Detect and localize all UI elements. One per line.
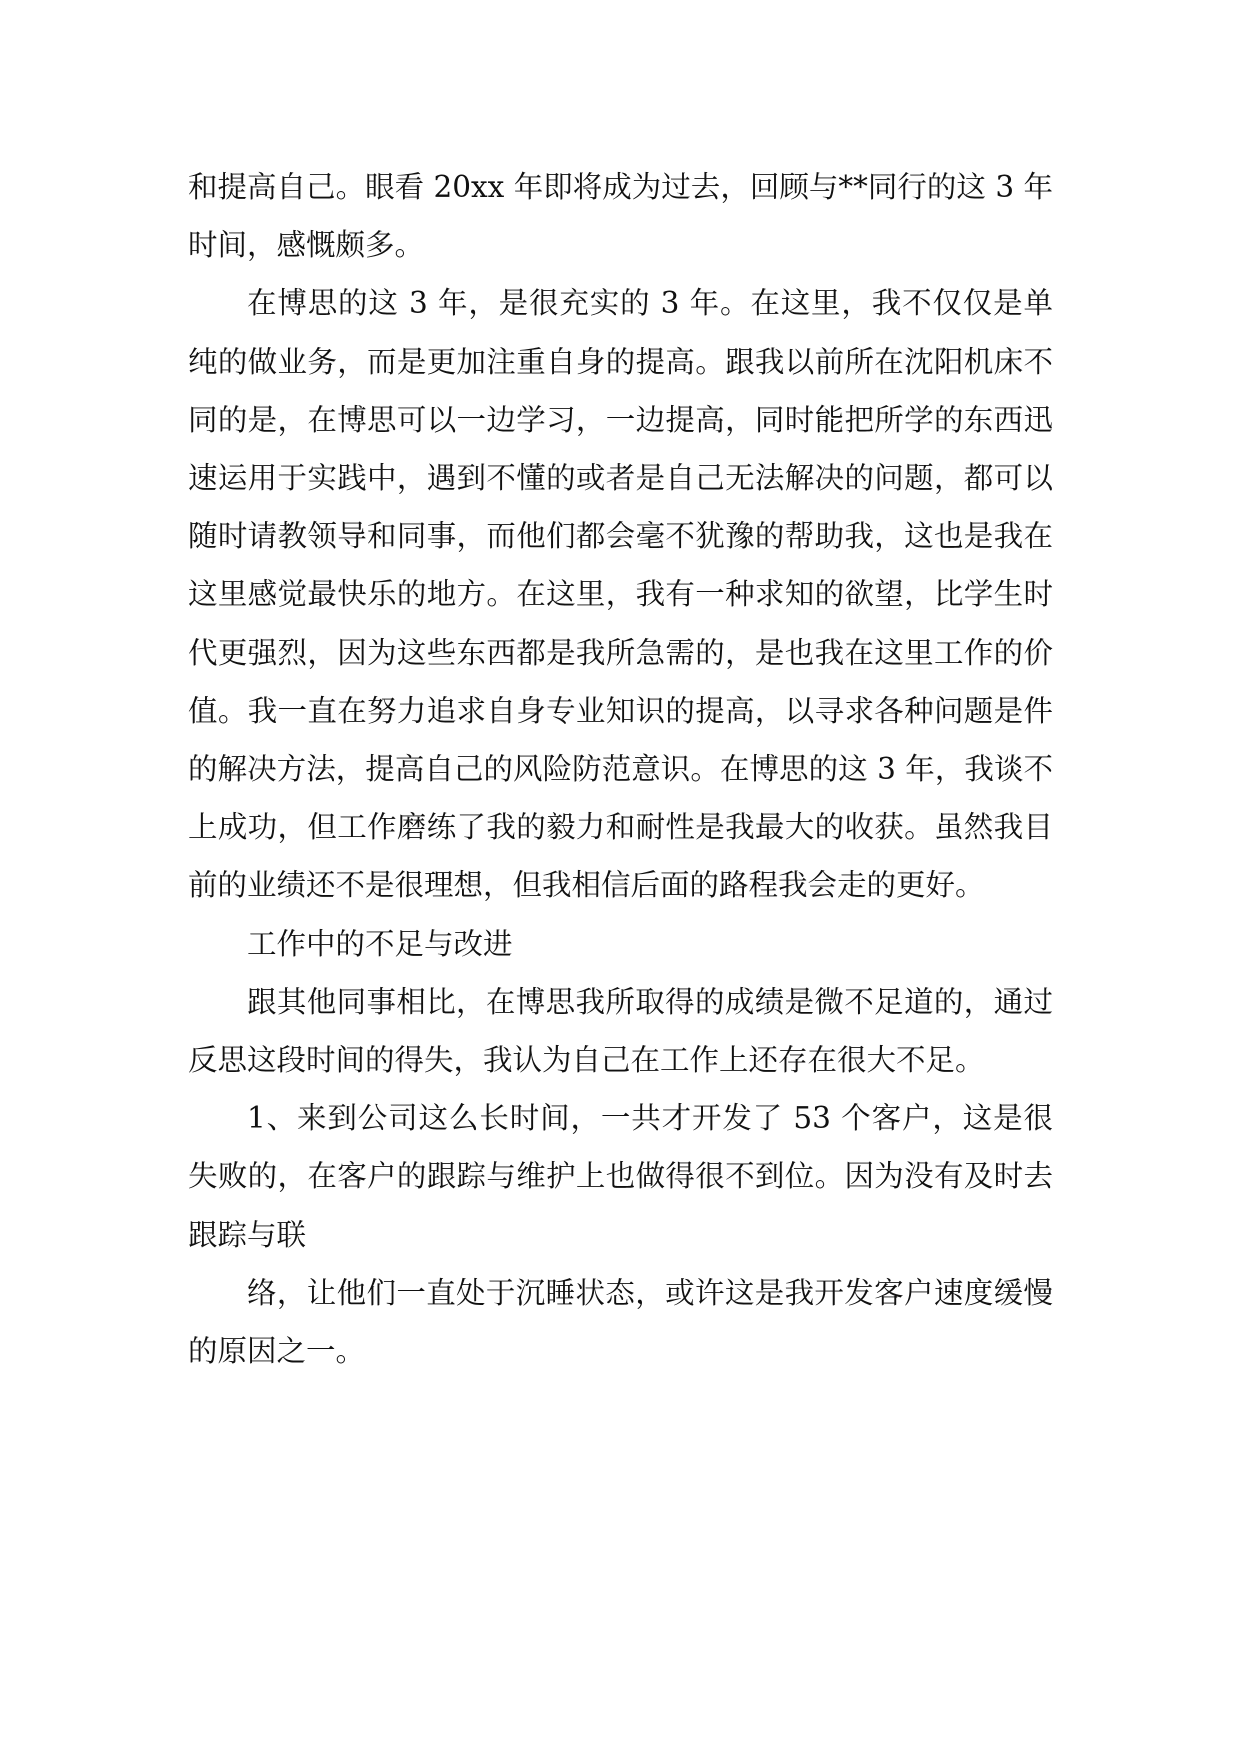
document-page [188,158,1053,1380]
paragraph-comparison: 跟其他同事相比，在博思我所取得的成绩是微不足道的，通过反思这段时间的得失，我认为自己在工作上还存在很大不足。 [188,984,1053,1078]
paragraph-three-years: 在博思的这 3 年，是很充实的 3 年。在这里，我不仅仅是单纯的做业务，而是更加注重自身的提高。跟我以前所在沈阳机床不同的是，在博思可以一边学习，一边提高，同时能把所学的东西迅速运用于实践中，遇到不懂的或者是自己无法解决的问题，都可以随时请教领导和同事，而他们都会毫不犹豫的帮助我，这也是我在这里感觉最快乐的地方。在这里，我有一种求知的欲望，比学生时代更强烈，因为这些东西都是我所急需的，是也我在这里工作的价值。我一直在努力追求自身专业知识的提高，以寻求各种问题是件的解决方法，提高自己的风险防范意识。在博思的这 3 年，我谈不上成功，但工作磨练了我的毅力和耐性是我最大的收获。虽然我目前的业绩还不是很理想，但我相信后面的路程我会走的更好。 [188,286,1053,903]
paragraph-intro: 和提高自己。眼看 20xx 年即将成为过去，回顾与**同行的这 3 年时间，感慨颇多。 [188,170,1053,263]
section-heading: 工作中的不足与改进 [247,926,513,961]
paragraph-continuation: 络，让他们一直处于沉睡状态，或许这是我开发客户速度缓慢的原因之一。 [188,1275,1053,1369]
paragraph-point-1: 1、来到公司这么长时间，一共才开发了 53 个客户，这是很失败的，在客户的跟踪与维护上也做得很不到位。因为没有及时去跟踪与联 [188,1101,1053,1252]
